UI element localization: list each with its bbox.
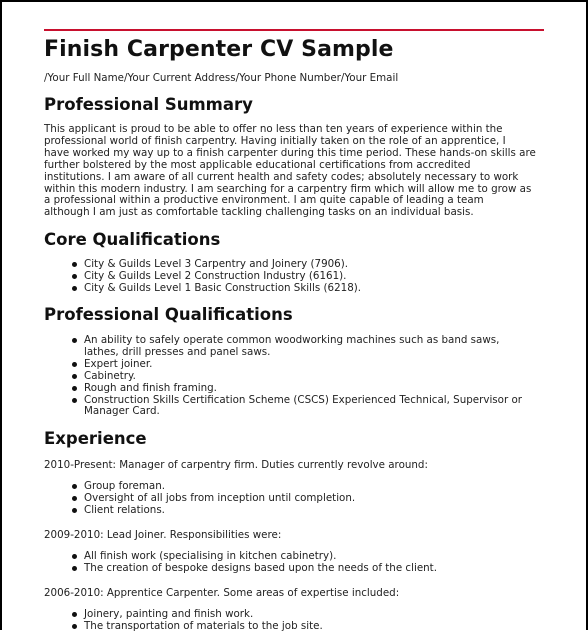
list-item-text: Rough and finish framing. [84, 381, 217, 394]
summary-line: although I am just as comfortable tackling challenging tasks on an individual basis. [44, 206, 474, 219]
list-item [72, 383, 544, 395]
summary-line: professional world of finish carpentry. Having initially taken on the role of an apprentice, I [44, 134, 506, 147]
list-item [72, 563, 544, 575]
list-item-text: City & Guilds Level 2 Construction Industry (6161). [84, 269, 347, 282]
list-item-text: Client relations. [84, 503, 165, 516]
experience-heading: Experience [44, 429, 147, 448]
summary-line: This applicant is proud to be able to offer no less than ten years of experience within the [44, 123, 503, 135]
contact-line: /Your Full Name/Your Current Address/Your Phone Number/Your Email [44, 72, 399, 84]
summary-line: further bolstered by the most applicable educational certifications from accredited [44, 158, 471, 171]
summary-line: a professional within a productive environment. I am quite capable of leading a team [44, 194, 484, 207]
list-item-text: The creation of bespoke designs based upon the needs of the client. [84, 561, 437, 574]
job-intro: 2006-2010: Apprentice Carpenter. Some areas of expertise included: [44, 587, 400, 599]
list-item [72, 283, 544, 295]
list-item [72, 335, 544, 359]
job-intro: 2010-Present: Manager of carpentry firm. Duties currently revolve around: [44, 459, 428, 471]
list-item [72, 371, 544, 383]
professional-heading: Professional Qualifications [44, 305, 293, 324]
list-item-text: lathes, drill presses and panel saws. [84, 345, 271, 358]
summary-line: have worked my way up to a finish carpenter during this time period. These hands-on skills are [44, 146, 536, 159]
list-item-text: An ability to safely operate common woodworking machines such as band saws, [84, 334, 500, 346]
list-item-text: City & Guilds Level 1 Basic Construction Skills (6218). [84, 281, 362, 294]
summary-line: within this modern industry. I am searching for a carpentry firm which will allow me to grow as [44, 182, 532, 195]
header-rule [44, 29, 544, 31]
core-list [72, 259, 544, 295]
summary-heading: Professional Summary [44, 95, 253, 114]
list-item-text: Oversight of all jobs from inception until completion. [84, 491, 356, 504]
list-item-text: City & Guilds Level 3 Carpentry and Joinery (7906). [84, 258, 349, 270]
list-item-text: Manager Card. [84, 405, 160, 418]
list-item [72, 359, 544, 371]
list-item-text: Expert joiner. [84, 357, 153, 370]
job-duties-list [72, 609, 544, 633]
list-item [72, 505, 544, 517]
job-duties-list [72, 551, 544, 575]
summary-paragraph [44, 124, 544, 219]
list-item [72, 621, 544, 633]
list-item-text: All finish work (specialising in kitchen cabinetry). [84, 550, 337, 562]
professional-list [72, 335, 544, 418]
list-item-text: The transportation of materials to the job site. [84, 619, 323, 632]
list-item-text: Cabinetry. [84, 369, 136, 382]
job-intro: 2009-2010: Lead Joiner. Responsibilities were: [44, 529, 282, 541]
list-item-text: Joinery, painting and finish work. [84, 608, 254, 620]
list-item-text: Group foreman. [84, 480, 166, 492]
document-title: Finish Carpenter CV Sample [44, 37, 394, 62]
list-item-text: Construction Skills Certification Scheme (CSCS) Experienced Technical, Supervisor or [84, 393, 523, 406]
job-duties-list [72, 481, 544, 517]
summary-line: institutions. I am aware of all current health and safety codes; absolutely necessary to work [44, 170, 519, 183]
list-item [72, 395, 544, 419]
core-heading: Core Qualifications [44, 230, 221, 249]
